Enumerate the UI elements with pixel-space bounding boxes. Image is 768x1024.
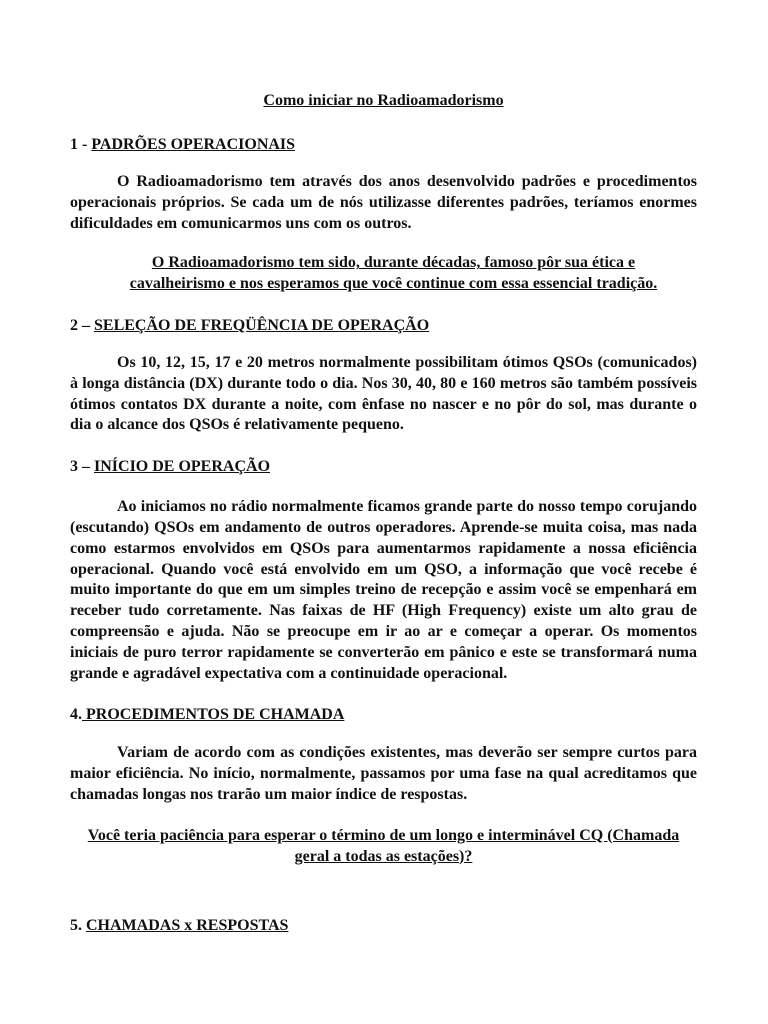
section-2-number: 2 –	[70, 316, 94, 334]
section-3-heading	[70, 456, 697, 478]
section-4-quote: Você teria paciência para esperar o término de um longo e interminável CQ (Chamada geral a todas as estações)?	[87, 826, 680, 865]
section-3-number: 3 –	[70, 458, 94, 476]
document-title: Como iniciar no Radioamadorismo	[263, 92, 504, 109]
section-1-title: PADRÕES OPERACIONAIS	[91, 136, 296, 153]
section-1-paragraph: O Radioamadorismo tem através dos anos desenvolvido padrões e procedimentos operacionais próprios. Se cada um de nós utilizasse diferentes padrões, teríamos enormes dificuldades em comunicarmos uns com os outros.	[70, 173, 697, 232]
document-page	[70, 88, 697, 937]
section-2-heading	[70, 315, 697, 337]
section-4-heading	[70, 704, 697, 726]
section-4-paragraph: Variam de acordo com as condições existentes, mas deverão ser sempre curtos para maior eficiência. No início, normalmente, passamos por uma fase na qual acreditamos que chamadas longas nos trarão um maior índice de respostas.	[70, 744, 697, 803]
section-2-title: SELEÇÃO DE FREQÜÊNCIA DE OPERAÇÃO	[94, 316, 430, 334]
section-4-number: 4.	[70, 706, 82, 724]
section-3-title: INÍCIO DE OPERAÇÃO	[94, 458, 271, 476]
section-1-heading	[70, 134, 697, 156]
section-1-quote: O Radioamadorismo tem sido, durante décadas, famoso pôr sua ética e cavalheirismo e nos esperamos que você continue com essa essencial tradição.	[129, 254, 658, 293]
section-5-heading	[70, 915, 697, 937]
section-5-number: 5.	[70, 917, 86, 935]
section-4-title: PROCEDIMENTOS DE CHAMADA	[82, 706, 345, 724]
section-1-number: 1 -	[70, 136, 92, 153]
section-3-paragraph: Ao iniciamos no rádio normalmente ficamos grande parte do nosso tempo corujando (escutando) QSOs em andamento de outros operadores. Aprende-se muita coisa, mas nada como estarmos envolvidos em QSOs para aumentarmos rapidamente a nossa eficiência operacional. Quando você está envolvido em um QSO, a informação que você recebe é muito importante do que em um simples treino de recepção e assim você se empenhará em receber tudo corretamente. Nas faixas de HF (High Frequency) existe um alto grau de compreensão e ajuda. Não se preocupe em ir ao ar e começar a operar. Os momentos iniciais de puro terror rapidamente se converterão em pânico e este se transformará numa grande e agradável expectativa com a continuidade operacional.	[70, 498, 697, 682]
section-2-paragraph: Os 10, 12, 15, 17 e 20 metros normalmente possibilitam ótimos QSOs (comunicados) à longa distância (DX) durante todo o dia. Nos 30, 40, 80 e 160 metros são também possíveis ótimos contatos DX durante a noite, com ênfase no nascer e no pôr do sol, mas durante o dia o alcance dos QSOs é relativamente pequeno.	[70, 353, 697, 434]
section-5-title: CHAMADAS x RESPOSTAS	[86, 917, 289, 935]
